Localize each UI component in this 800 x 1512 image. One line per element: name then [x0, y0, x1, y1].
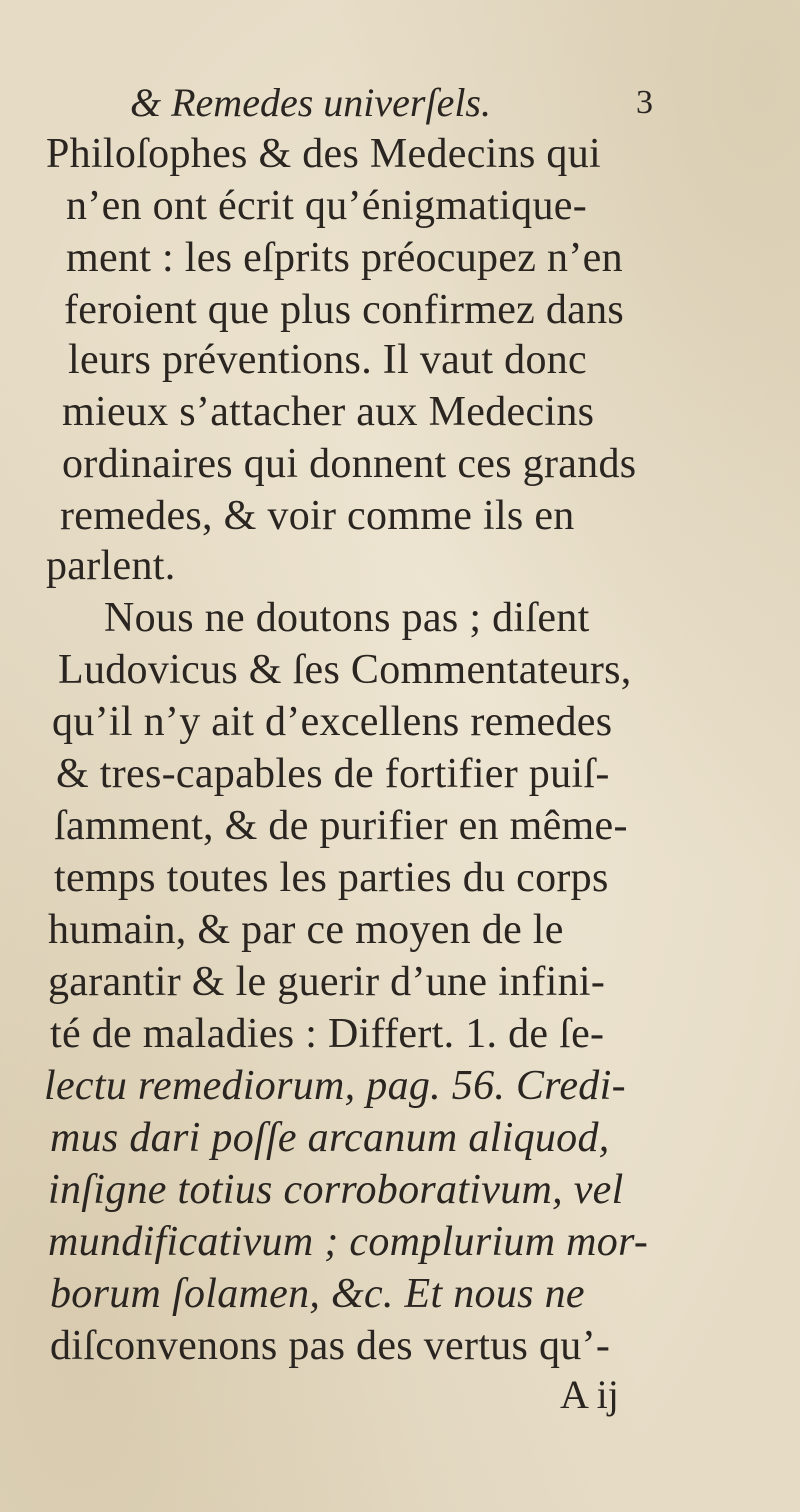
running-title: & Remedes univerſels.	[130, 80, 491, 125]
text-line: & tres-capables de fortifier puiſ-	[56, 751, 610, 797]
text-line: ordinaires qui donnent ces grands	[62, 441, 637, 487]
text-line: té de maladies : Differt. 1. de ſe-	[50, 1011, 605, 1057]
text-line: Ludovicus & ſes Commentateurs,	[58, 647, 632, 693]
text-line: parlent.	[46, 543, 176, 589]
text-line: leurs préventions. Il vaut donc	[68, 337, 588, 383]
page-number: 3	[636, 84, 653, 121]
signature-mark: A ij	[560, 1372, 619, 1417]
text-line: ment : les eſprits préocupez n’en	[66, 235, 623, 281]
text-line: temps toutes les parties du corps	[54, 855, 609, 901]
text-line: Nous ne doutons pas ; diſent	[104, 595, 590, 641]
text-line: mundificativum ; complurium mor-	[48, 1219, 649, 1265]
text-line: mus dari poſſe arcanum aliquod,	[50, 1115, 610, 1161]
text-line: inſigne totius corroborativum, vel	[48, 1167, 624, 1213]
text-line: qu’il n’y ait d’excellens remedes	[52, 699, 613, 745]
text-line: diſconvenons pas des vertus qu’-	[50, 1323, 611, 1369]
text-line: remedes, & voir comme ils en	[60, 493, 575, 539]
text-line: borum ſolamen, &c. Et nous ne	[50, 1271, 585, 1317]
text-line: humain, & par ce moyen de le	[48, 907, 564, 953]
text-line: garantir & le guerir d’une infini-	[48, 959, 606, 1005]
text-line: n’en ont écrit qu’énigmatique-	[66, 183, 587, 229]
text-line: mieux s’attacher aux Medecins	[62, 389, 595, 435]
text-line: feroient que plus confirmez dans	[64, 287, 625, 333]
text-line: ſamment, & de purifier en même-	[54, 803, 628, 849]
text-line: Philoſophes & des Medecins qui	[46, 131, 601, 177]
text-line: lectu remediorum, pag. 56. Credi-	[44, 1063, 626, 1109]
